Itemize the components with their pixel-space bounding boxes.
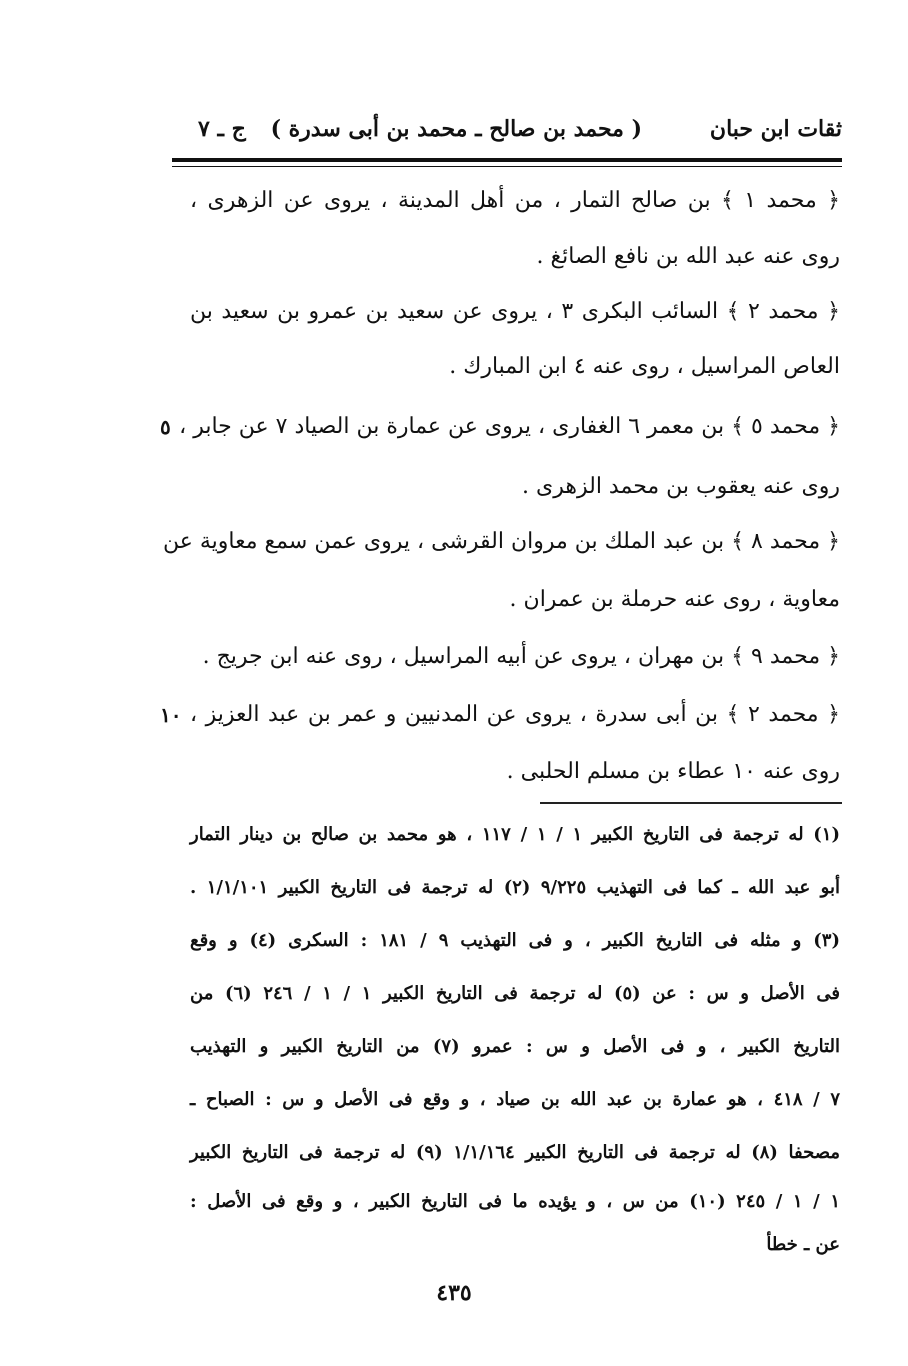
footnote-line: مصحفا (٨) له ترجمة فى التاريخ الكبير ١/١/١٦٤ (٩) له ترجمة فى التاريخ الكبير: [190, 1142, 840, 1163]
body-line: روى عنه يعقوب بن محمد الزهرى .: [522, 474, 840, 499]
header-volume: ج ـ ٧: [198, 116, 246, 142]
body-line: روى عنه ١٠ عطاء بن مسلم الحلبى .: [506, 759, 840, 784]
body-line: ﴿ محمد ٩ ﴾ بن مهران ، يروى عن أبيه المراسيل ، روى عنه ابن جريج .: [202, 644, 840, 669]
header-book-title: ثقات ابن حبان: [709, 116, 842, 142]
body-line: ﴿ محمد ٢ ﴾ السائب البكرى ٣ ، يروى عن سعيد بن عمرو بن سعيد بن: [190, 299, 840, 324]
footnote-line: عن ـ خطأ: [766, 1234, 840, 1255]
header-rule-thick: [172, 158, 842, 162]
footnote-line: التاريخ الكبير ، و فى الأصل و س : عمرو (٧) من التاريخ الكبير و التهذيب: [190, 1036, 840, 1057]
body-line: العاص المراسيل ، روى عنه ٤ ابن المبارك .: [449, 354, 840, 379]
page-number: ٤٣٥: [436, 1280, 472, 1306]
header-rule-thin: [172, 166, 842, 167]
footnote-line: فى الأصل و س : عن (٥) له ترجمة فى التاريخ الكبير ١ / ١ / ٢٤٦ (٦) من: [190, 983, 840, 1004]
body-line: ﴿ محمد ٨ ﴾ بن عبد الملك بن مروان القرشى ، يروى عمن سمع معاوية عن: [162, 529, 840, 554]
footnote-line: ١ / ١ / ٢٤٥ (١٠) من س ، و يؤيده ما فى التاريخ الكبير ، و وقع فى الأصل :: [190, 1191, 840, 1212]
line-number-5: ٥: [160, 415, 171, 439]
body-line: ﴿ محمد ٥ ﴾ بن معمر ٦ الغفارى ، يروى عن عمارة بن الصياد ٧ عن جابر ،: [179, 414, 840, 439]
line-number-10: ١٠: [160, 703, 182, 727]
body-line: روى عنه عبد الله بن نافع الصائغ .: [536, 244, 840, 269]
header-entry-range: ( محمد بن صالح ـ محمد بن أبى سدرة ): [270, 116, 642, 142]
footnote-line: ٧ / ٤١٨ ، هو عمارة بن عبد الله بن صياد ، و وقع فى الأصل و س : الصباح ـ: [190, 1089, 841, 1110]
running-header: [168, 112, 842, 152]
footnote-line: (١) له ترجمة فى التاريخ الكبير ١ / ١ / ١١٧ ، هو محمد بن صالح بن دينار التمار: [190, 824, 840, 845]
footnote-line: (٣) و مثله فى التاريخ الكبير ، و فى التهذيب ٩ / ١٨١ : السكرى (٤) و وقع: [190, 930, 840, 951]
footnote-line: أبو عبد الله ـ كما فى التهذيب ٩/٢٢٥ (٢) له ترجمة فى التاريخ الكبير ١/١/١٠١ .: [190, 877, 840, 898]
body-line: ﴿ محمد ١ ﴾ بن صالح التمار ، من أهل المدينة ، يروى عن الزهرى ،: [190, 188, 840, 213]
footnote-separator: [540, 802, 842, 804]
body-line: ﴿ محمد ٢ ﴾ بن أبى سدرة ، يروى عن المدنيين و عمر بن عبد العزيز ،: [190, 702, 840, 727]
body-line: معاوية ، روى عنه حرملة بن عمران .: [509, 587, 840, 612]
